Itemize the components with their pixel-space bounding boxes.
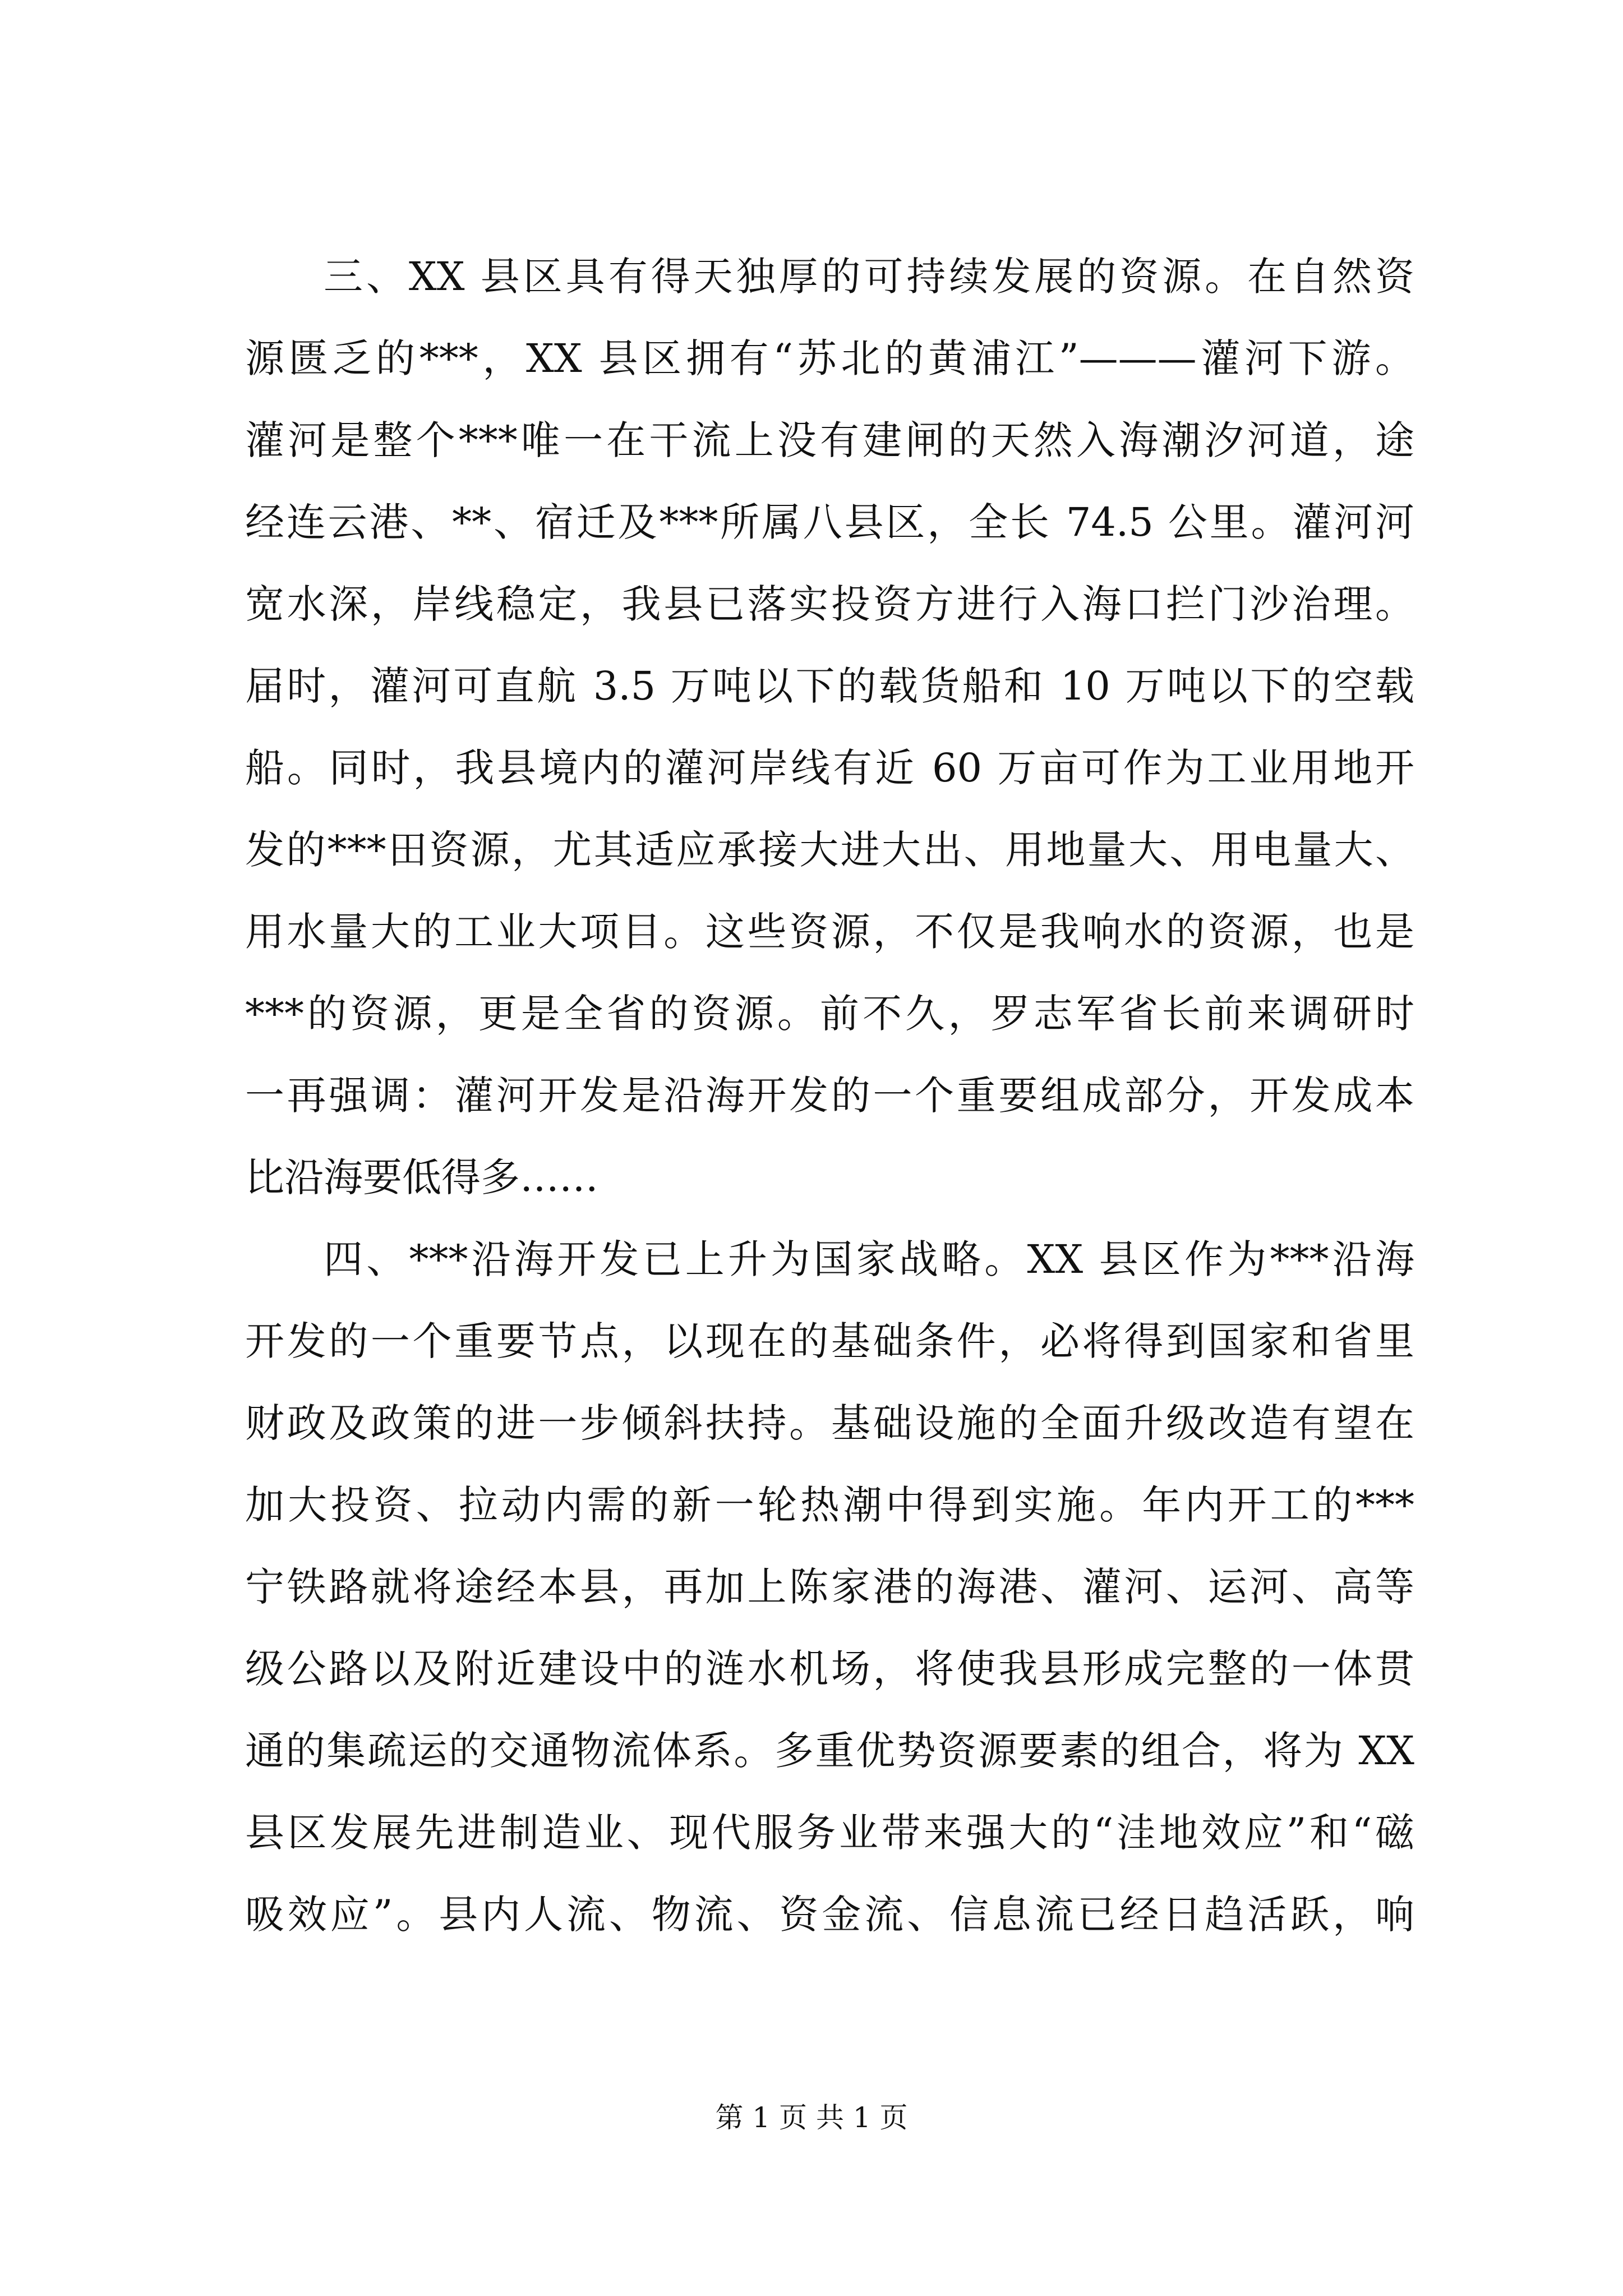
paragraph-line: 开发的一个重要节点，以现在的基础条件，必将得到国家和省里	[245, 1318, 1414, 1364]
paragraph-line: 比沿海要低得多……	[245, 1154, 598, 1200]
paragraph-line: 发的***田资源，尤其适应承接大进大出、用地量大、用电量大、	[245, 827, 1414, 873]
paragraph-line: 源匮乏的***，XX 县区拥有“苏北的黄浦江”———灌河下游。	[245, 335, 1414, 381]
paragraph-line: 宽水深，岸线稳定，我县已落实投资方进行入海口拦门沙治理。	[245, 581, 1414, 627]
paragraph-line: 三、XX 县区具有得天独厚的可持续发展的资源。在自然资	[324, 254, 1414, 300]
paragraph-line: 四、***沿海开发已上升为国家战略。XX 县区作为***沿海	[324, 1236, 1414, 1282]
paragraph-line: 加大投资、拉动内需的新一轮热潮中得到实施。年内开工的***	[245, 1482, 1414, 1528]
paragraph-line: 级公路以及附近建设中的涟水机场，将使我县形成完整的一体贯	[245, 1646, 1414, 1692]
paragraph-line: 灌河是整个***唯一在干流上没有建闸的天然入海潮汐河道，途	[245, 417, 1414, 463]
page-number-label: 第 1 页 共 1 页	[715, 2101, 908, 2134]
paragraph-line: ***的资源，更是全省的资源。前不久，罗志军省长前来调研时	[245, 991, 1414, 1037]
paragraph-line: 经连云港、**、宿迁及***所属八县区，全长 74.5 公里。灌河河	[245, 499, 1414, 545]
paragraph-line: 吸效应”。县内人流、物流、资金流、信息流已经日趋活跃，响	[245, 1892, 1414, 1938]
page-footer	[0, 2098, 1623, 2137]
paragraph-line: 届时，灌河可直航 3.5 万吨以下的载货船和 10 万吨以下的空载	[245, 663, 1414, 709]
paragraph-line: 县区发展先进制造业、现代服务业带来强大的“洼地效应”和“磁	[245, 1810, 1414, 1856]
paragraph-line: 用水量大的工业大项目。这些资源，不仅是我响水的资源，也是	[245, 909, 1414, 955]
paragraph-line: 通的集疏运的交通物流体系。多重优势资源要素的组合，将为 XX	[245, 1728, 1414, 1774]
paragraph-line: 财政及政策的进一步倾斜扶持。基础设施的全面升级改造有望在	[245, 1400, 1414, 1446]
paragraph-line: 船。同时，我县境内的灌河岸线有近 60 万亩可作为工业用地开	[245, 745, 1414, 791]
paragraph-line: 一再强调：灌河开发是沿海开发的一个重要组成部分，开发成本	[245, 1073, 1414, 1119]
document-body	[245, 236, 1414, 1955]
paragraph-line: 宁铁路就将途经本县，再加上陈家港的海港、灌河、运河、高等	[245, 1564, 1414, 1610]
